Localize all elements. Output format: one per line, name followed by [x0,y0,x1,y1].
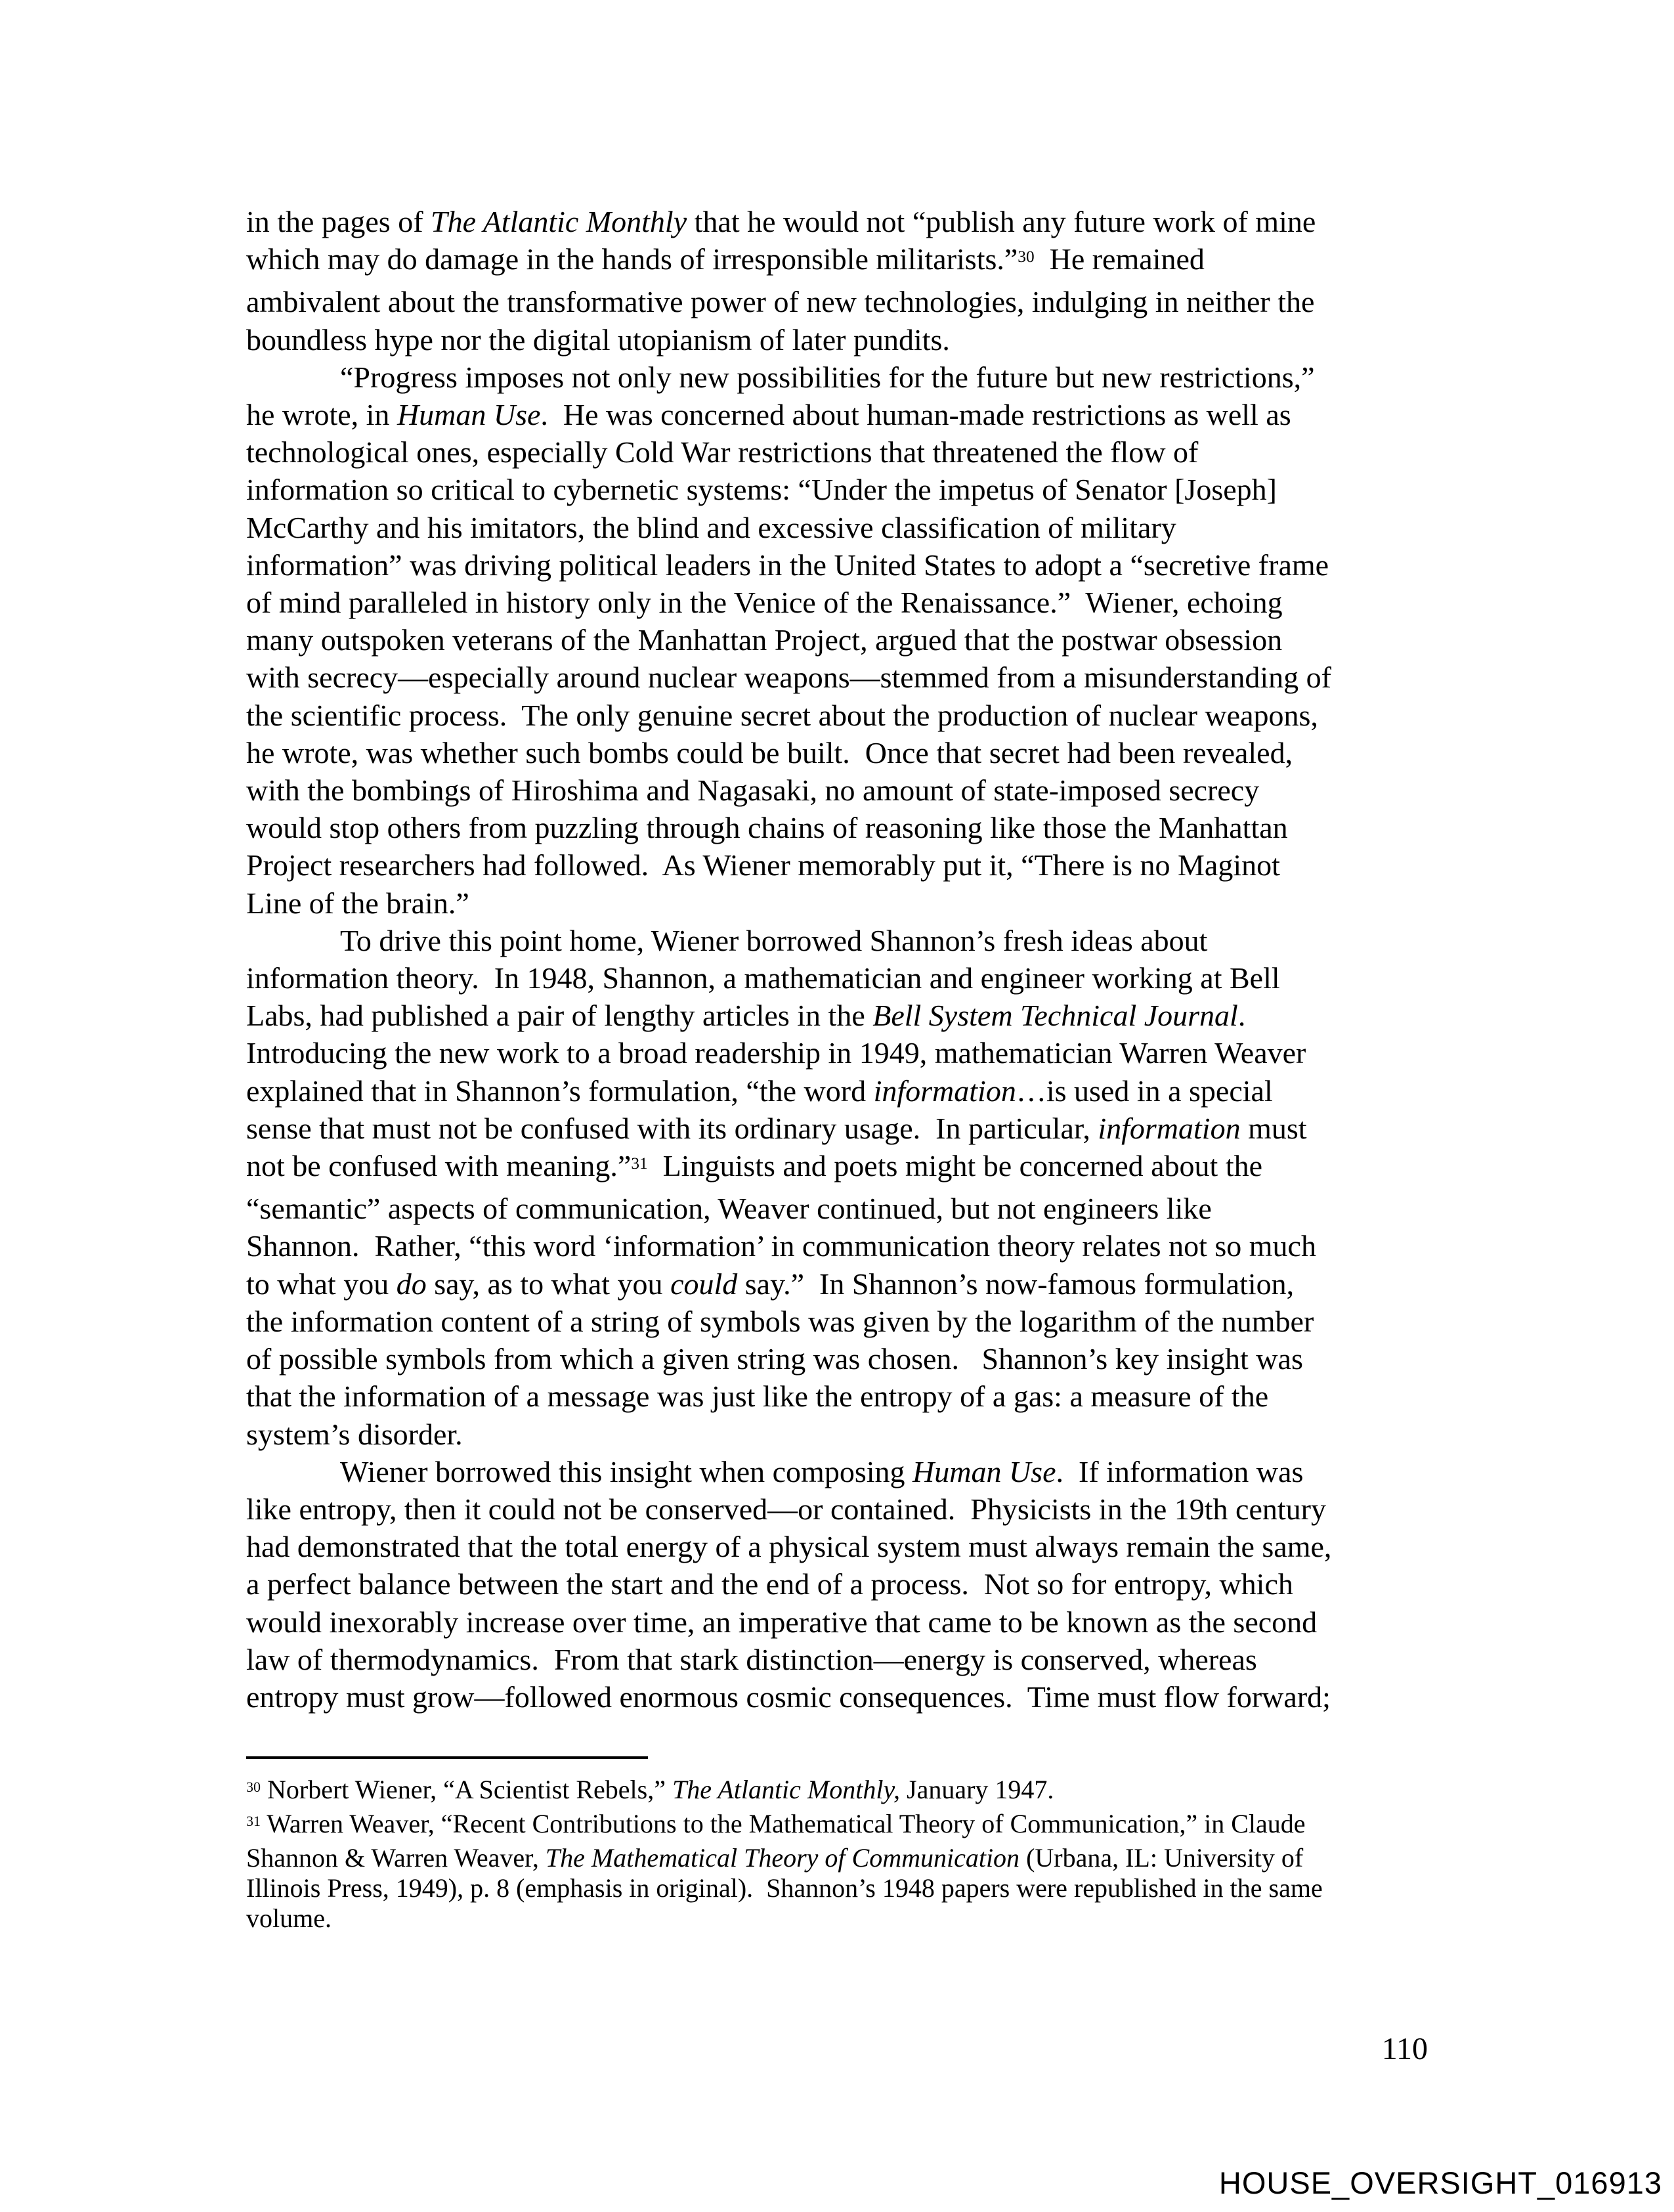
text-line [246,771,1438,809]
text-line [246,1227,1438,1265]
text-line [246,959,1438,997]
body-text [246,203,1438,1716]
text-line [246,1843,1438,1873]
text-line [246,1641,1438,1678]
text-line [246,1775,1438,1809]
text-segment: Shannon. Rather, “this word ‘information’ in communication theory relates not so much [246,1229,1316,1263]
text-line [246,734,1438,771]
text-line [246,509,1438,546]
bates-stamp: HOUSE_OVERSIGHT_016913 [1218,2165,1662,2200]
paragraph [246,922,1438,1453]
text-segment: Introducing the new work to a broad readership in 1949, mathematician Warren Weaver [246,1036,1306,1070]
text-segment: January 1947. [900,1775,1054,1804]
text-line [246,1034,1438,1072]
text-line [246,321,1438,358]
text-line [246,997,1438,1034]
text-segment: explained that in Shannon’s formulation, “the word [246,1073,874,1108]
text-segment: say.” In Shannon’s now-famous formulation, [737,1267,1295,1301]
text-segment: of mind paralleled in history only in the Venice of the Renaissance.” Wiener, echoing [246,586,1283,620]
text-line [246,1678,1438,1716]
footnotes [246,1775,1438,1934]
italic-text: The Atlantic Monthly [431,205,687,238]
text-segment: Warren Weaver, “Recent Contributions to the Mathematical Theory of Communication,” in Claude [261,1809,1306,1838]
text-segment: sense that must not be confused with its ordinary usage. In particular, [246,1111,1098,1145]
text-line [246,358,1438,396]
text-segment: of possible symbols from which a given string was chosen. Shannon’s key insight was [246,1342,1303,1376]
text-line [246,659,1438,696]
text-segment: with the bombings of Hiroshima and Nagasaki, no amount of state-imposed secrecy [246,773,1260,808]
text-segment: information theory. In 1948, Shannon, a mathematician and engineer working at Bell [246,961,1280,995]
text-segment: . He was concerned about human-made restrictions as well as [540,398,1291,432]
text-line [246,846,1438,884]
text-segment: . If information was [1056,1454,1304,1488]
text-line [246,1340,1438,1377]
text-segment: not be confused with meaning.” [246,1149,632,1183]
footnote-separator [246,1756,648,1759]
footnote [246,1809,1438,1934]
footnote [246,1775,1438,1809]
text-line [246,283,1438,320]
paragraph [246,1453,1438,1716]
text-segment: volume. [246,1903,332,1933]
text-segment: entropy must grow—followed enormous cosmic consequences. Time must flow forward; [246,1680,1331,1714]
text-segment: system’s disorder. [246,1417,463,1451]
text-line [246,471,1438,508]
text-line [246,433,1438,471]
text-segment: To drive this point home, Wiener borrowed Shannon’s fresh ideas about [340,923,1208,957]
text-line [246,1903,1438,1934]
text-segment: Labs, had published a pair of lengthy articles in the [246,999,873,1033]
text-segment: Shannon & Warren Weaver, [246,1843,546,1873]
text-segment: would inexorably increase over time, an imperative that came to be known as the second [246,1605,1318,1639]
text-segment: technological ones, especially Cold War restrictions that threatened the flow of [246,435,1199,469]
text-segment: Illinois Press, 1949), p. 8 (emphasis in original). Shannon’s 1948 papers were republished in the same [246,1873,1323,1903]
text-segment: in the pages of [246,205,431,238]
text-segment: “Progress imposes not only new possibilities for the future but new restrictions,” [340,360,1315,394]
text-segment: to what you [246,1267,397,1301]
text-segment: …is used in a special [1016,1073,1273,1108]
text-line [246,1303,1438,1340]
text-line [246,1565,1438,1603]
italic-text: Human Use [912,1454,1056,1488]
text-segment: would stop others from puzzling through chains of reasoning like those the Manhattan [246,811,1288,845]
text-segment: many outspoken veterans of the Manhattan Project, argued that the postwar obsession [246,623,1283,657]
text-segment: (Urbana, IL: University of [1019,1843,1304,1873]
paragraph [246,358,1438,922]
text-segment: like entropy, then it could not be conserved—or contained. Physicists in the 19th century [246,1492,1326,1526]
text-line [246,621,1438,659]
italic-text: The Atlantic Monthly, [672,1775,901,1804]
italic-text: information [1098,1111,1241,1145]
italic-text: The Mathematical Theory of Communication [545,1843,1020,1873]
text-segment: the information content of a string of symbols was given by the logarithm of the number [246,1304,1314,1338]
text-segment: say, as to what you [426,1267,671,1301]
italic-text: information [873,1073,1016,1108]
footnote-reference: 30 [1018,247,1035,266]
italic-text: Bell System Technical Journal [872,999,1238,1033]
text-segment: Line of the brain.” [246,886,469,920]
text-segment: the scientific process. The only genuine secret about the production of nuclear weapons, [246,698,1318,732]
text-segment: “semantic” aspects of communication, Weaver continued, but not engineers like [246,1192,1212,1226]
text-line [246,1528,1438,1565]
text-line [246,203,1438,240]
text-line [246,1809,1438,1843]
text-line [246,1147,1438,1190]
text-line [246,697,1438,734]
text-line [246,884,1438,922]
footnote-reference: 30 [246,1779,261,1796]
text-segment: McCarthy and his imitators, the blind and excessive classification of military [246,510,1176,544]
italic-text: do [396,1267,427,1301]
text-line [246,1377,1438,1415]
text-segment: . [1237,999,1246,1033]
text-line [246,1190,1438,1227]
text-segment: with secrecy—especially around nuclear weapons—stemmed from a misunderstanding of [246,661,1331,695]
text-segment: information so critical to cybernetic systems: “Under the impetus of Senator [Joseph] [246,473,1277,507]
text-line [246,1603,1438,1641]
text-line [246,240,1438,283]
text-line [246,922,1438,959]
text-segment: boundless hype nor the digital utopianism of later pundits. [246,322,950,357]
text-segment: must [1240,1111,1307,1145]
text-segment: that the information of a message was just like the entropy of a gas: a measure of the [246,1379,1269,1414]
text-segment: he wrote, was whether such bombs could be built. Once that secret had been revealed, [246,735,1293,770]
text-segment: law of thermodynamics. From that stark distinction—energy is conserved, whereas [246,1642,1257,1676]
text-segment: ambivalent about the transformative power of new technologies, indulging in neither the [246,285,1315,319]
text-line [246,1416,1438,1453]
text-line [246,809,1438,846]
text-segment: Wiener borrowed this insight when composing [340,1454,913,1488]
text-segment: Project researchers had followed. As Wiener memorably put it, “There is no Maginot [246,848,1280,882]
footnote-reference: 31 [246,1813,261,1830]
text-line [246,1453,1438,1490]
text-line [246,584,1438,621]
text-line [246,1110,1438,1147]
text-line [246,1072,1438,1110]
text-line [246,1265,1438,1303]
text-line [246,1490,1438,1528]
text-segment: he wrote, in [246,398,397,432]
text-segment: Norbert Wiener, “A Scientist Rebels,” [261,1775,672,1804]
text-segment: which may do damage in the hands of irresponsible militarists.” [246,242,1018,276]
text-segment: had demonstrated that the total energy of a physical system must always remain the same, [246,1530,1332,1564]
text-line [246,546,1438,584]
text-segment: that he would not “publish any future work of mine [687,205,1316,238]
italic-text: could [670,1267,738,1301]
text-segment: a perfect balance between the start and the end of a process. Not so for entropy, which [246,1567,1293,1601]
italic-text: Human Use [397,398,541,432]
footnote-reference: 31 [631,1154,648,1173]
paragraph [246,203,1438,358]
text-line [246,1873,1438,1903]
text-segment: Linguists and poets might be concerned about the [647,1149,1263,1183]
text-segment: information” was driving political leaders in the United States to adopt a “secretive frame [246,548,1329,582]
page-number: 110 [1381,2031,1428,2066]
text-segment: He remained [1034,242,1205,276]
text-line [246,396,1438,433]
